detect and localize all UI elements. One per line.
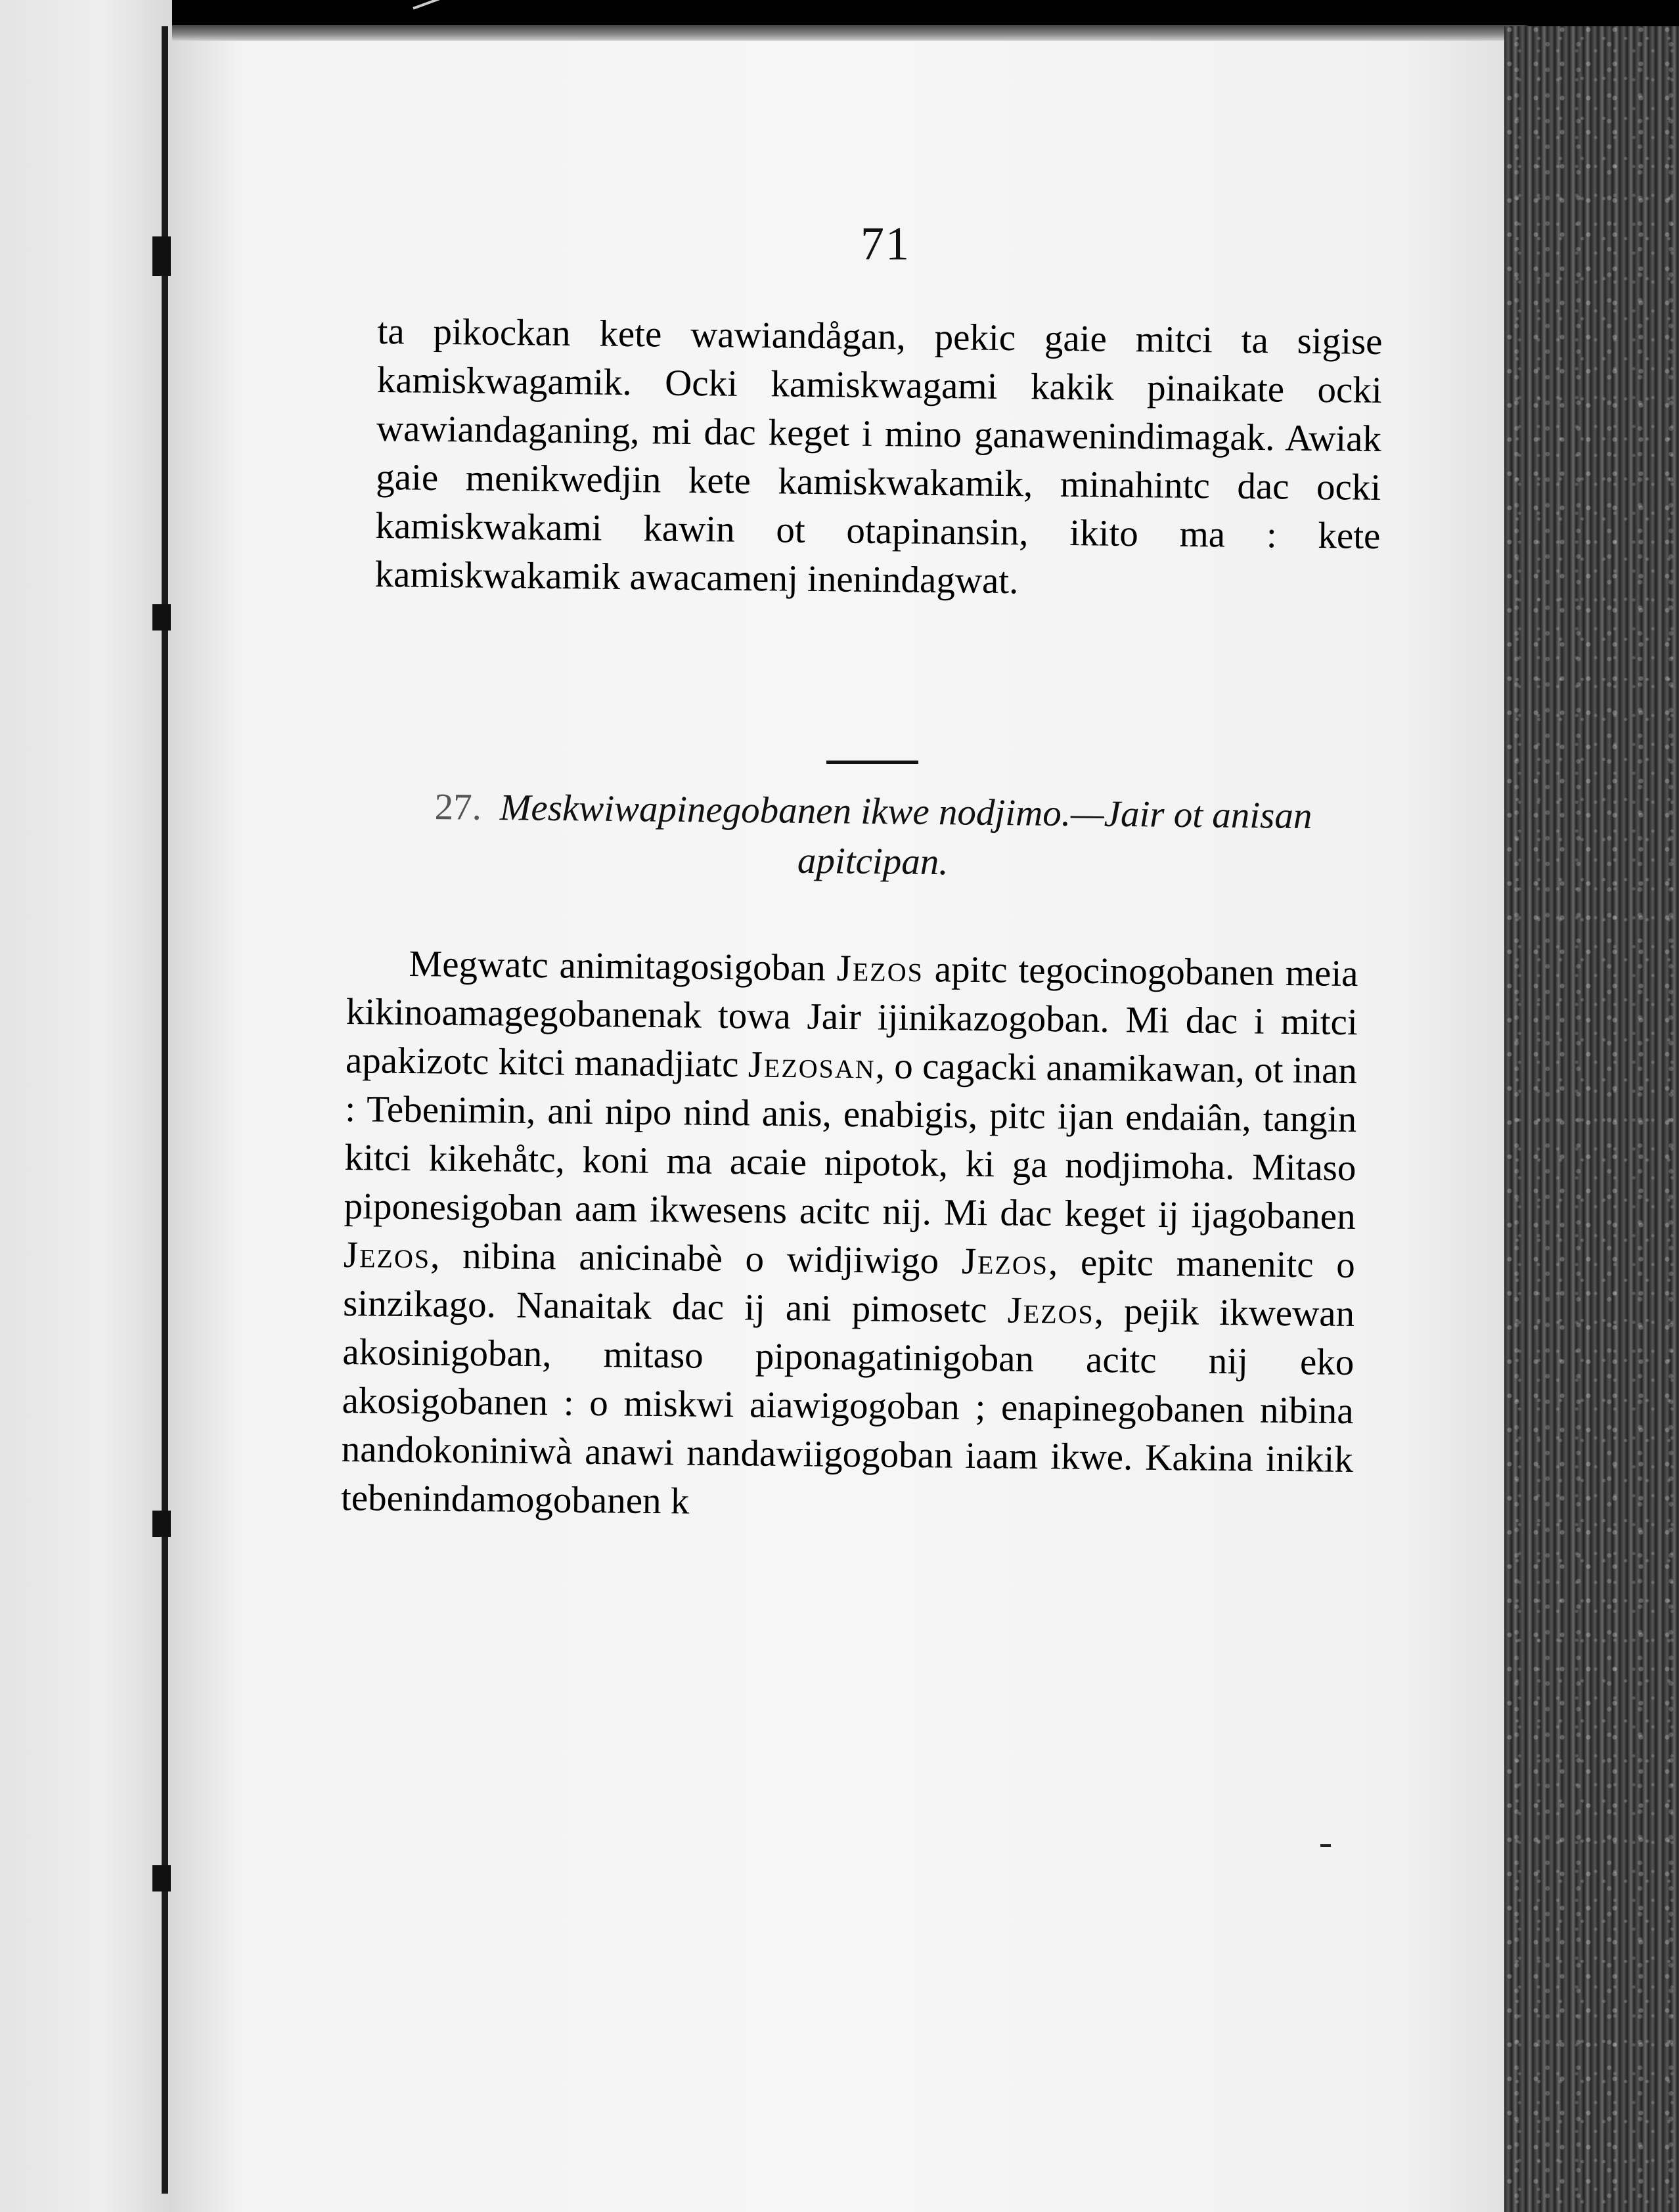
binding-stitch [152, 1511, 171, 1537]
section-divider [826, 761, 918, 764]
page-number: 71 [861, 217, 910, 270]
section-number: 27. [434, 786, 482, 828]
paragraph: ta pikockan kete wawiandågan, pekic gaie mitci ta sigise kamiskwagamik. Ocki kamiskwagami kakik pinaikate ocki wawiandaganing, mi dac keget i mino ganawenindimagak. Awiak gaie menikwedjin kete kamiskwakamik, minahintc dac ocki kamiskwakami kawin ot otapinansin, ikito ma : kete kamiskwakamik awacamenj inenindagwat. [374, 310, 1383, 602]
book-fore-edge [1504, 26, 1679, 2212]
paragraph: Megwatc animitagosigoban Jezos apitc tegocinogobanen meia kikinoamagegobanenak towa Jair ijinikazogoban. Mi dac i mitci apakizotc kitci manadjiatc Jezosan, o cagacki anamikawan, ot inan : Tebenimin, ani nipo nind anis, enabigis, pitc ijan endaiân, tangin kitci kikehåtc, koni ma acaie nipotok, ki ga nodjimoha. Mitaso piponesigoban aam ikwesens acitc nij. Mi dac keget ij ijagobanen Jezos, nibina anicinabè o widjiwigo Jezos, epitc manenitc o sinzikago. Nanaitak dac ij ani pimosetc Jezos, pejik ikwewan akosinigoban, mitaso piponagatinigoban acitc nij eko akosigobanen : o miskwi aiawigogoban ; enapinegobanen nibina nandokoniniwà anawi nandawiigogoban iaam ikwe. Kakina inikik tebenindamogobanen k [340, 942, 1358, 1522]
text-block-section [341, 939, 1358, 1533]
binding-stitch [152, 604, 171, 630]
section-heading [367, 782, 1379, 892]
text-block-continued [374, 307, 1383, 609]
margin-mark [1320, 1844, 1331, 1847]
name-jezos: Jezos [961, 1240, 1049, 1283]
section-title: Meskwiwapinegobanen ikwe nodjimo.—Jair ot anisan apitcipan. [499, 787, 1312, 883]
facing-left-page [0, 0, 172, 2212]
name-jezos: Jezos [836, 947, 924, 990]
name-jezosan: Jezosan [748, 1044, 876, 1087]
name-jezos: Jezos [343, 1233, 431, 1277]
name-jezos: Jezos [1007, 1289, 1095, 1332]
corner-mark [413, 0, 454, 20]
binding-stitch [152, 236, 171, 276]
page-top-edge [172, 25, 1538, 41]
binding-stitch [152, 1865, 171, 1891]
